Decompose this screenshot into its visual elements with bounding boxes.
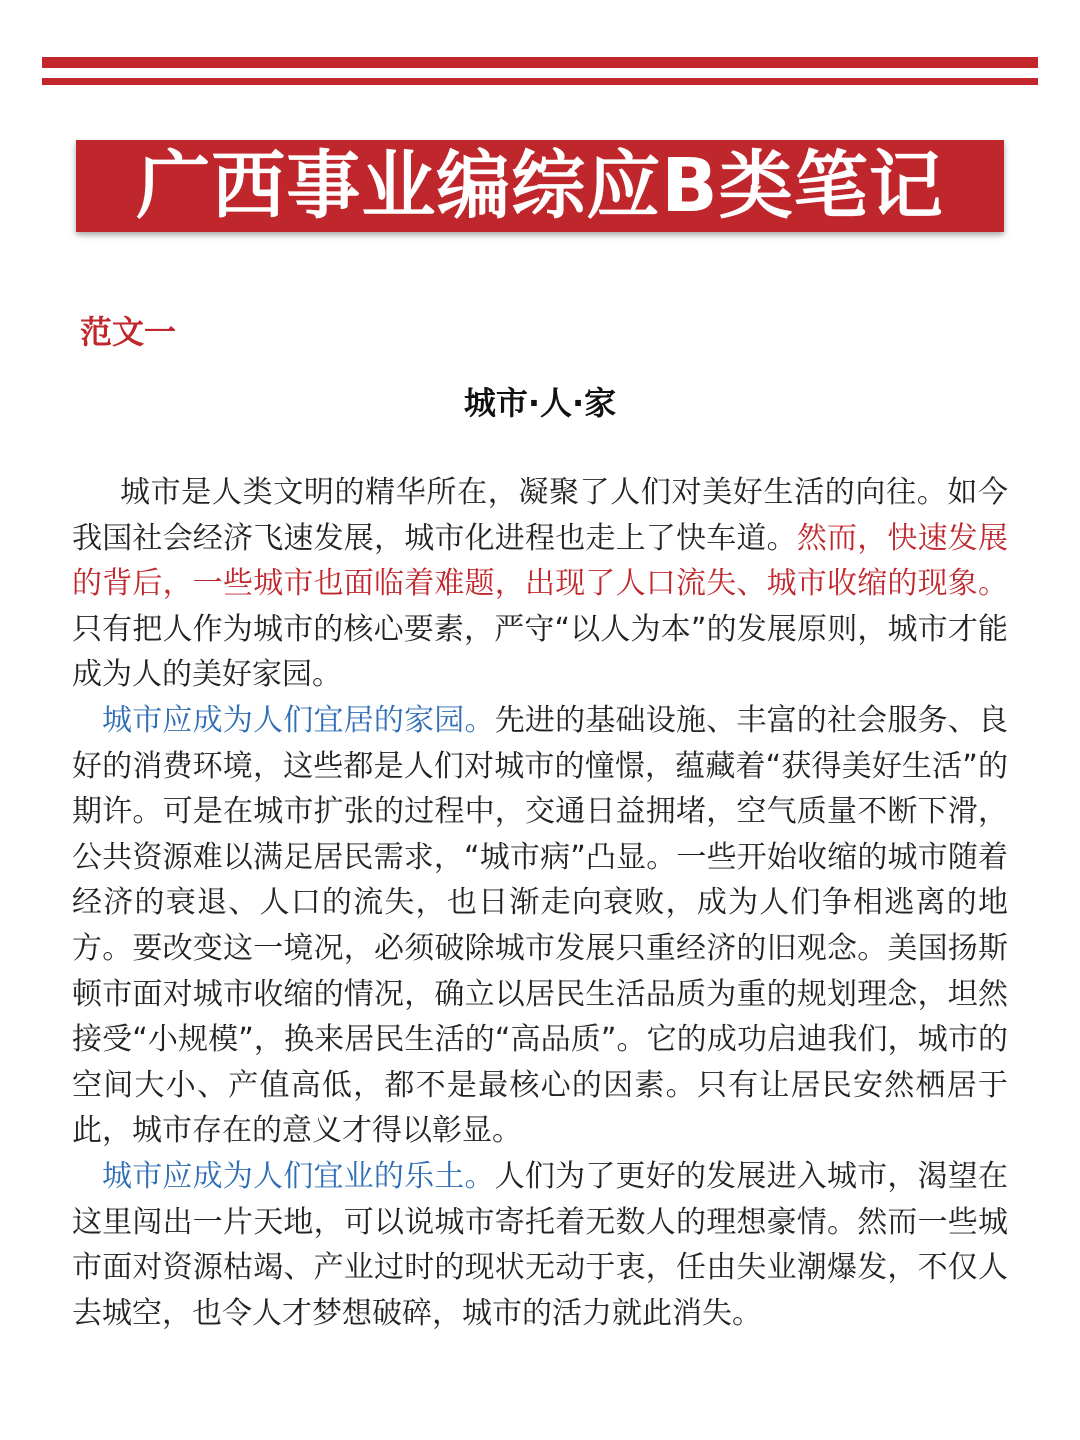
- paragraph-3-topic-sentence: 城市应成为人们宜业的乐土。: [102, 1158, 495, 1194]
- second-decorative-rule: [42, 78, 1038, 85]
- paragraph-2-topic-sentence: 城市应成为人们宜居的家园。: [102, 702, 495, 738]
- title-banner: [76, 140, 1004, 232]
- paragraph-1-text-continued: 只有把人作为城市的核心要素，严守“以人为本”的发展原则，城市才能成为人的美好家园。: [72, 611, 1008, 693]
- top-decorative-rule: [42, 57, 1038, 68]
- paragraph-1-text: 城市是人类文明的精华所在，凝聚了人们对美好生活的向往。如今我国社会经济飞速发展，城市化进程也走上了快车道。: [72, 475, 1008, 556]
- paragraph-2-text: 先进的基础设施、丰富的社会服务、良好的消费环境，这些都是人们对城市的憧憬，蕴藏着“获得美好生活”的期许。可是在城市扩张的过程中，交通日益拥堵，空气质量不断下滑，公共资源难以满足居民需求，“城市病”凸显。一些开始收缩的城市随着经济的衰退、人口的流失，也日渐走向衰败，成为人们争相逃离的地方。要改变这一境况，必须破除城市发展只重经济的旧观念。美国扬斯顿市面对城市收缩的情况，确立以居民生活品质为重的规划理念，坦然接受“小规模”，换来居民生活的“高品质”。它的成功启迪我们，城市的空间大小、产值高低，都不是最核心的因素。只有让居民安然栖居于此，城市存在的意义才得以彰显。: [72, 702, 1009, 1149]
- page-title: 广西事业编综应B类笔记: [136, 143, 944, 229]
- essay-body: [72, 470, 1008, 1336]
- paragraph-3: [72, 1154, 1008, 1336]
- paragraph-2: [72, 698, 1008, 1154]
- essay-title: 城市·人·家: [463, 384, 617, 422]
- section-label: 范文一: [80, 313, 177, 351]
- paragraph-3-text: 人们为了更好的发展进入城市，渴望在这里闯出一片天地，可以说城市寄托着无数人的理想豪情。然而一些城市面对资源枯竭、产业过时的现状无动于衷，任由失业潮爆发，不仅人去城空，也令人才梦想破碎，城市的活力就此消失。: [72, 1158, 1009, 1331]
- paragraph-1: [72, 470, 1008, 698]
- paragraph-1-red-highlight: 然而，快速发展的背后，一些城市也面临着难题，出现了人口流失、城市收缩的现象。: [72, 520, 1009, 602]
